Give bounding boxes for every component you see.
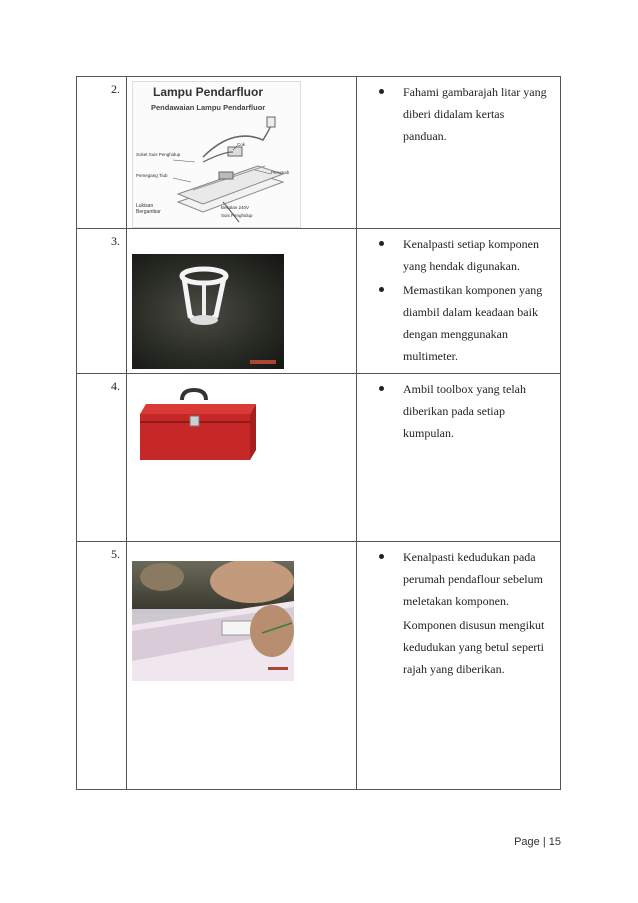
table-row — [77, 374, 561, 542]
instruction-item: Memastikan komponen yang diambil dalam keadaan baik dengan menggunakan multimeter. — [377, 279, 550, 367]
component-photo — [132, 254, 284, 369]
image-cell — [127, 374, 357, 542]
diagram-label: Bekalan 240V — [221, 205, 250, 210]
table-row — [77, 77, 561, 229]
instruction-list — [377, 233, 550, 367]
toolbox-photo — [127, 374, 239, 377]
diagram-label: Cok — [237, 142, 246, 147]
instruction-item: Kenalpasti setiap komponen yang hendak digunakan. — [377, 233, 550, 277]
diagram-label: Pemegang Tiub — [136, 173, 168, 178]
table-row — [77, 229, 561, 374]
image-cell — [127, 542, 357, 790]
instruction-item: Kenalpasti kedudukan pada perumah pendaflour sebelum meletakan komponen. — [377, 546, 550, 612]
row-number: 3. — [77, 229, 127, 374]
toolbox-photo — [132, 386, 262, 466]
diagram-title: Lampu Pendarfluor — [153, 85, 264, 99]
instruction-cell — [357, 229, 561, 374]
instruction-paragraph: Komponen disusun mengikut kedudukan yang betul seperti rajah yang diberikan. — [403, 618, 545, 676]
instruction-item: Ambil toolbox yang telah diberikan pada setiap kumpulan. — [377, 378, 550, 444]
instruction-cell — [357, 374, 561, 542]
steps-table — [76, 76, 561, 790]
instruction-cell — [357, 77, 561, 229]
diagram-label: Perumah — [271, 170, 290, 175]
row-number: 2. — [77, 77, 127, 229]
diagram-label: Soket Suis Penghidup — [136, 152, 181, 157]
row-number: 5. — [77, 542, 127, 790]
instruction-list — [377, 546, 550, 612]
row-number: 4. — [77, 374, 127, 542]
page-number: Page | 15 — [514, 836, 561, 848]
diagram-label: Lukisan Bergambar — [136, 203, 161, 215]
instruction-item: Fahami gambarajah litar yang diberi didalam kertas panduan. — [377, 81, 550, 147]
image-cell — [127, 229, 357, 374]
instruction-list — [377, 81, 550, 147]
instruction-cell — [357, 542, 561, 790]
image-cell — [127, 77, 357, 229]
diagram-label: Suis Penghidup — [221, 213, 253, 218]
instruction-list — [377, 378, 550, 444]
table-row — [77, 542, 561, 790]
wiring-diagram-image — [132, 81, 301, 228]
diagram-subtitle: Pendawaian Lampu Pendarfluor — [151, 103, 266, 112]
assembly-photo — [132, 561, 294, 681]
